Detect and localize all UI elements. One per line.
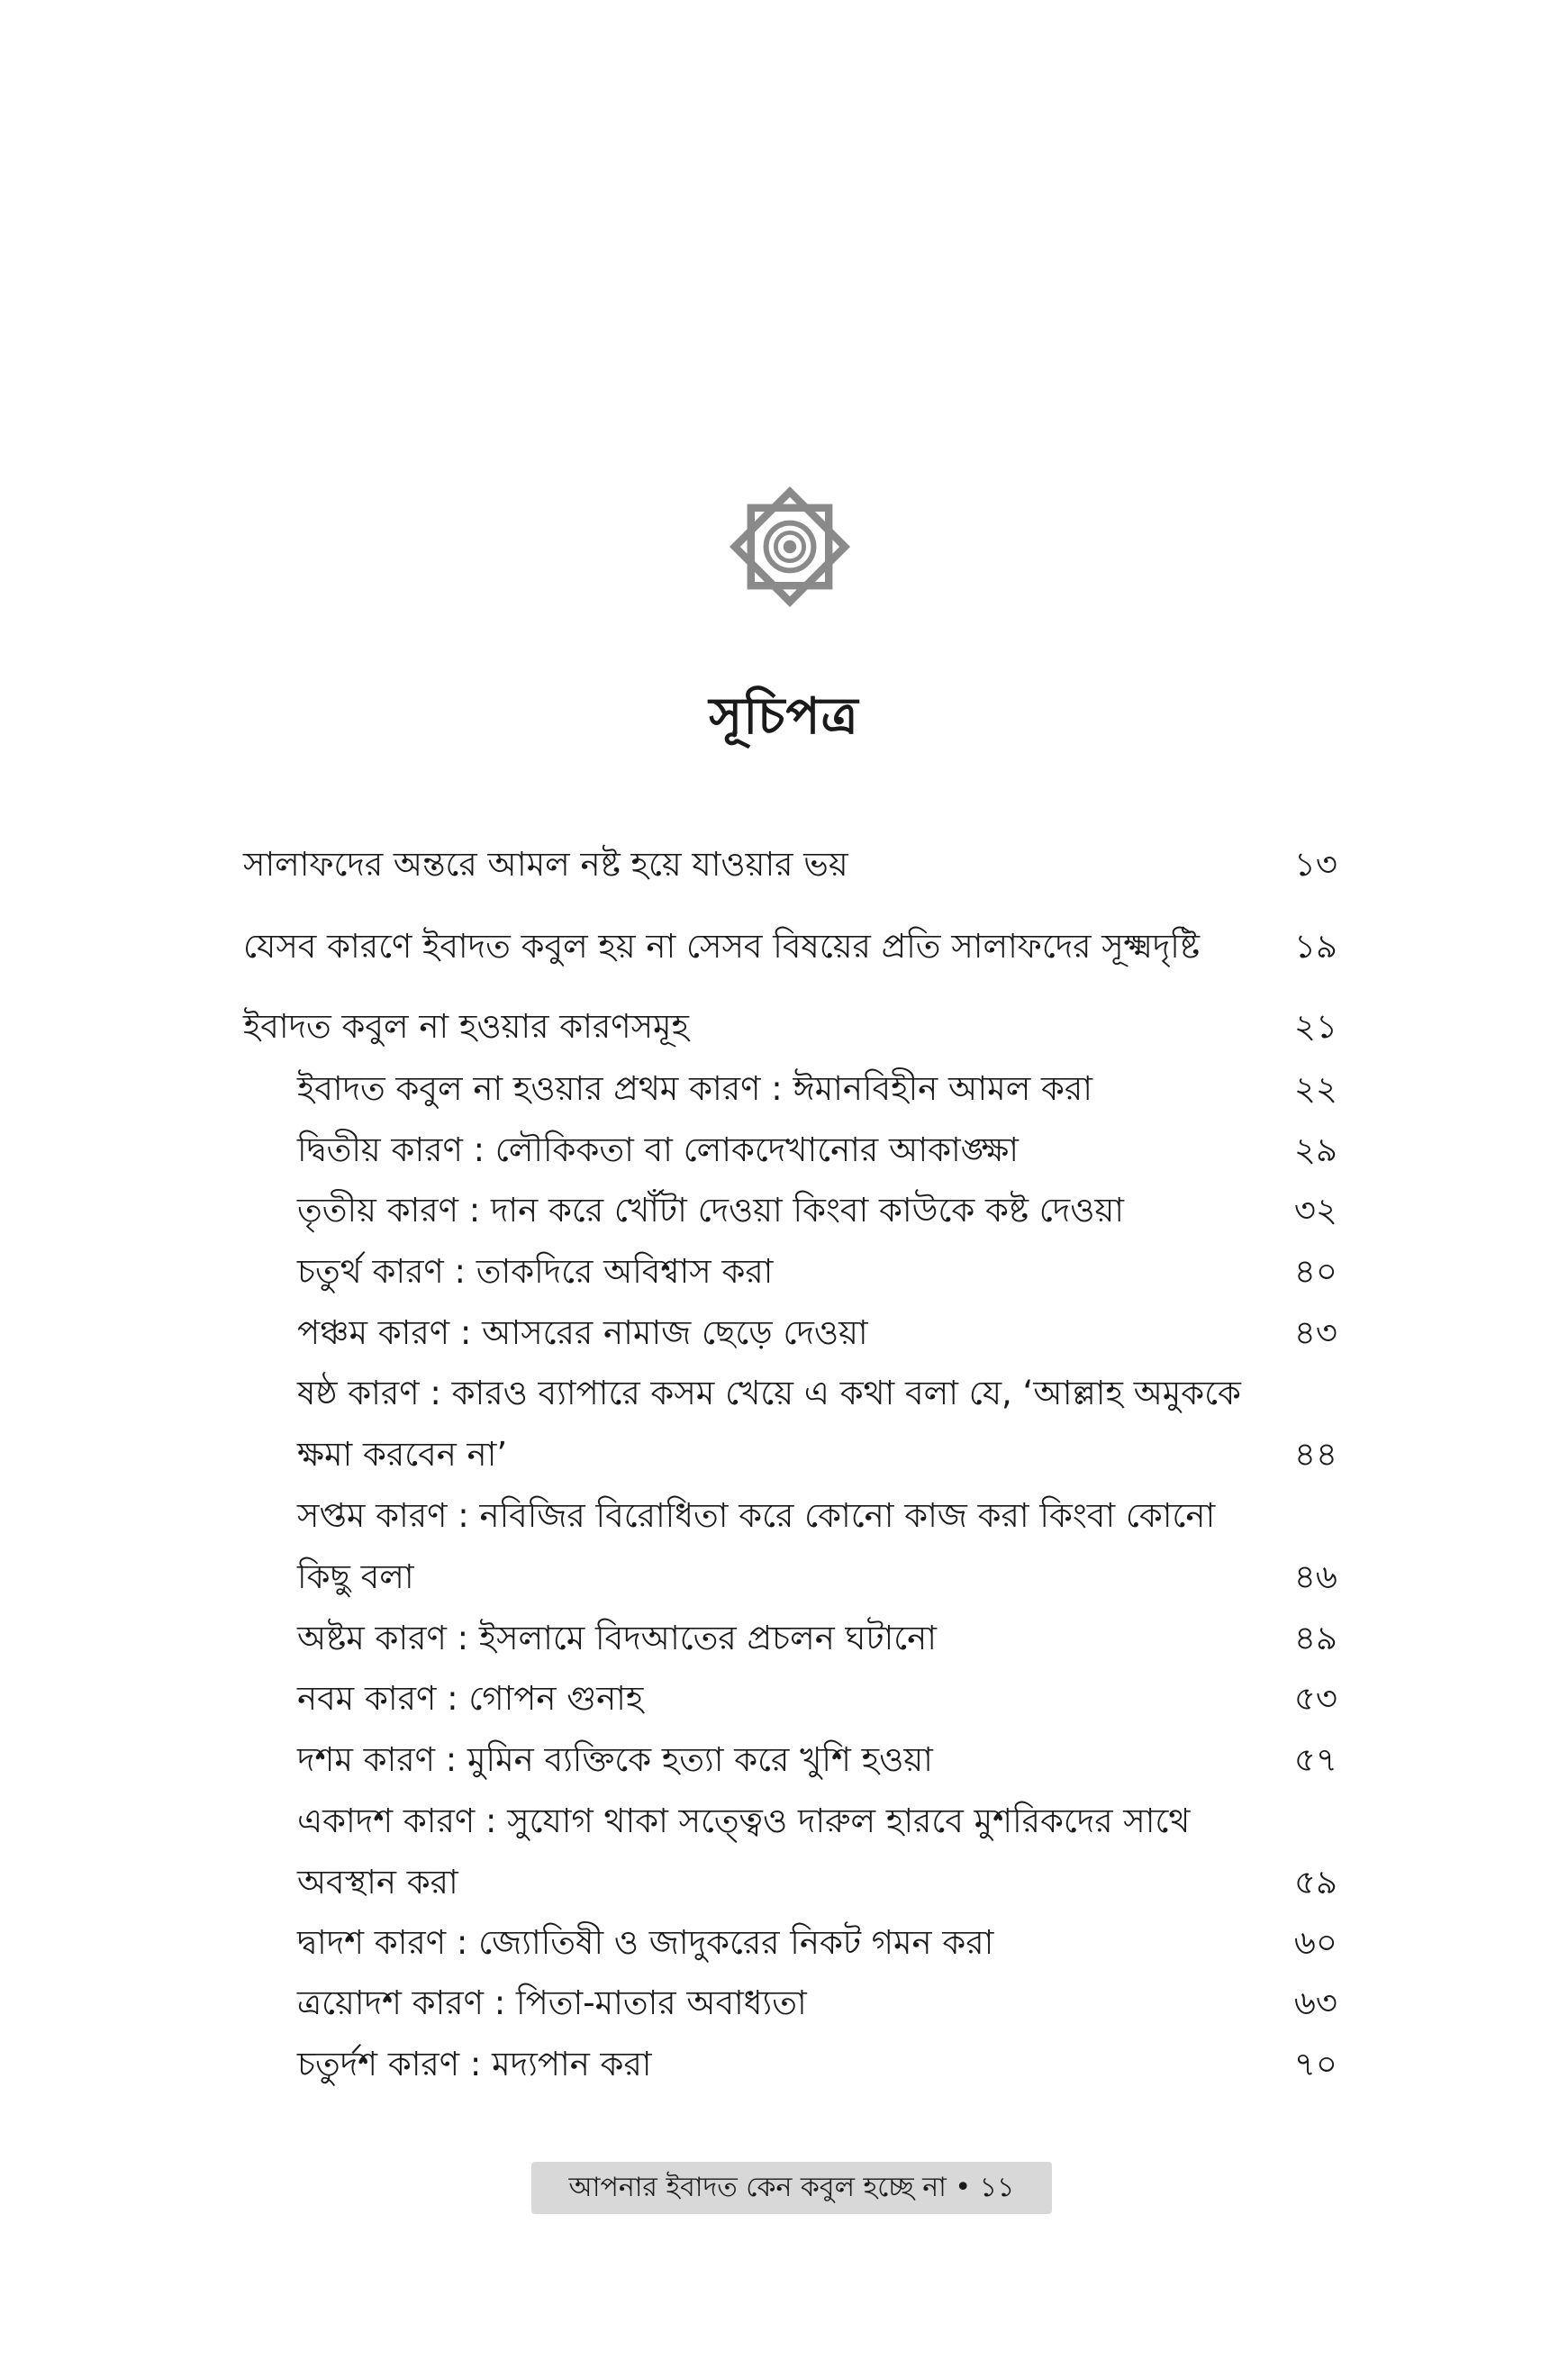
toc-entry-title: চতুর্থ কারণ : তাকদিরে অবিশ্বাস করা: [297, 1252, 774, 1291]
toc-entry[interactable]: [243, 837, 1337, 893]
toc-entry-title: দ্বাদশ কারণ : জ্যোতিষী ও জাদুকরের নিকট গমন করা: [297, 1923, 994, 1962]
toc-entry-page: ২১: [1293, 1007, 1337, 1046]
toc-subentry[interactable]: [297, 1671, 1337, 1727]
toc-entry-title: সপ্তম কারণ : নবিজির বিরোধিতা করে কোনো কাজ করা কিংবা কোনো: [297, 1496, 1216, 1535]
toc-entry-page: ৫৯: [1293, 1863, 1337, 1901]
toc-entry-page: ২৯: [1293, 1130, 1337, 1169]
toc-entry-page: ৪৪: [1293, 1435, 1337, 1474]
toc-subentry-line1[interactable]: [297, 1366, 1337, 1421]
toc-entry[interactable]: [243, 919, 1337, 975]
toc-entry-page: ৬০: [1293, 1923, 1337, 1962]
page-title: সূচিপত্র: [709, 687, 859, 746]
toc-subentry[interactable]: [297, 1975, 1337, 2031]
toc-entry-title: ইবাদত কবুল না হওয়ার কারণসমূহ: [243, 1007, 689, 1046]
toc-subentry-line2[interactable]: [297, 1427, 1337, 1483]
toc-entry-page: ১৯: [1293, 927, 1337, 966]
toc-entry-page: ৫৭: [1293, 1740, 1337, 1779]
toc-subentry[interactable]: [297, 1061, 1337, 1117]
toc-entry-title-cont: অবস্থান করা: [297, 1863, 458, 1901]
toc-subentry[interactable]: [297, 2037, 1337, 2092]
toc-entry-title: নবম কারণ : গোপন গুনাহ: [297, 1679, 644, 1718]
toc-subentry-line1[interactable]: [297, 1488, 1337, 1544]
toc-entry-page: ৬৩: [1293, 1983, 1337, 2022]
toc-subentry[interactable]: [297, 1183, 1337, 1239]
toc-entry-title: দশম কারণ : মুমিন ব্যক্তিকে হত্যা করে খুশি হওয়া: [297, 1740, 933, 1779]
toc-entry-page: ১৩: [1293, 845, 1337, 884]
toc-entry-page: ৪৯: [1293, 1619, 1337, 1657]
toc-entry-title: ষষ্ঠ কারণ : কারও ব্যাপারে কসম খেয়ে এ কথা বলা যে, ‘আল্লাহ অমুককে: [297, 1374, 1241, 1412]
toc-entry-title: একাদশ কারণ : সুযোগ থাকা সত্ত্বেও দারুল হারবে মুশরিকদের সাথে: [297, 1802, 1191, 1840]
toc-entry-page: ৪৩: [1293, 1313, 1337, 1352]
toc-subentry-line2[interactable]: [297, 1855, 1337, 1911]
toc-entry-page: ৫৩: [1293, 1679, 1337, 1718]
toc-entry-page: ৪০: [1293, 1252, 1337, 1291]
toc-entry-title-cont: ক্ষমা করবেন না’: [297, 1435, 508, 1474]
toc-subentry[interactable]: [297, 1244, 1337, 1300]
toc-subentry[interactable]: [297, 1305, 1337, 1361]
toc-subentry[interactable]: [297, 1732, 1337, 1788]
toc-entry-title: দ্বিতীয় কারণ : লৌকিকতা বা লোকদেখানোর আকাঙ্ক্ষা: [297, 1130, 1019, 1169]
toc-entry-page: ৩২: [1293, 1191, 1337, 1230]
toc-entry-page: ৭০: [1293, 2045, 1337, 2083]
toc-subentry[interactable]: [297, 1915, 1337, 1971]
toc-subentry[interactable]: [297, 1122, 1337, 1178]
toc-entry-title: তৃতীয় কারণ : দান করে খোঁটা দেওয়া কিংবা কাউকে কষ্ট দেওয়া: [297, 1191, 1125, 1230]
page-footer: আপনার ইবাদত কেন কবুল হচ্ছে না • ১১: [531, 2162, 1052, 2214]
toc-entry-title: ইবাদত কবুল না হওয়ার প্রথম কারণ : ঈমানবিহীন আমল করা: [297, 1069, 1093, 1108]
toc-entry-title: চতুর্দশ কারণ : মদ্যপান করা: [297, 2045, 652, 2083]
toc-entry-title: যেসব কারণে ইবাদত কবুল হয় না সেসব বিষয়ের প্রতি সালাফদের সূক্ষ্মদৃষ্টি: [243, 927, 1201, 966]
toc-subentry[interactable]: [297, 1611, 1337, 1666]
toc-entry-title: পঞ্চম কারণ : আসরের নামাজ ছেড়ে দেওয়া: [297, 1313, 868, 1352]
toc-subentry-line1[interactable]: [297, 1793, 1337, 1849]
toc-entry[interactable]: [243, 999, 1337, 1055]
toc-entry-title: সালাফদের অন্তরে আমল নষ্ট হয়ে যাওয়ার ভয়: [243, 845, 848, 884]
toc-entry-page: ৪৬: [1293, 1557, 1337, 1596]
toc-entry-title-cont: কিছু বলা: [297, 1557, 414, 1596]
toc-entry-title: অষ্টম কারণ : ইসলামে বিদআতের প্রচলন ঘটানো: [297, 1619, 937, 1657]
toc-subentry-line2[interactable]: [297, 1549, 1337, 1605]
toc-entry-title: ত্রয়োদশ কারণ : পিতা-মাতার অবাধ্যতা: [297, 1983, 807, 2022]
toc-entry-page: ২২: [1293, 1069, 1337, 1108]
